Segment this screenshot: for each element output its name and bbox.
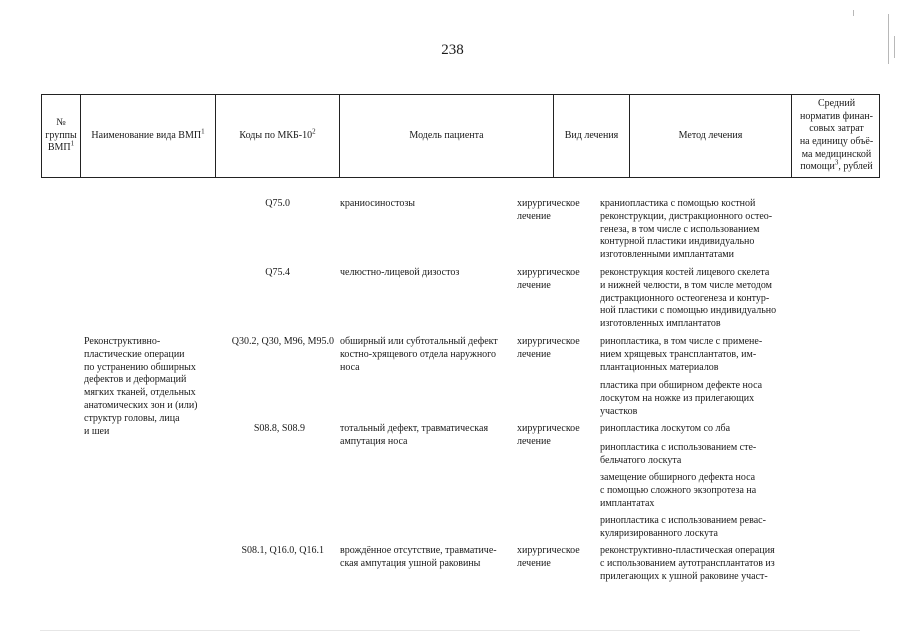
patient-model: тотальный дефект, травматическая ампутация носа <box>340 423 489 447</box>
scan-speck <box>894 36 895 58</box>
header-vmp-name-text: Наименование вида ВМП <box>91 129 202 141</box>
footnote-ref: 3 <box>834 159 839 168</box>
scan-speck <box>853 10 854 16</box>
treatment-type: хирургическое лечение <box>517 545 580 569</box>
treatment-type: хирургическое лечение <box>517 198 580 222</box>
treatment-method: реконструкция костей лицевого скелета и нижней челюсти, в том числе методом дистракционного остеогенеза и контур- ной пластики с помощью индивидуально изготовленных имплантатов <box>600 267 777 330</box>
header-treatment-type <box>554 95 630 177</box>
treatment-type: хирургическое лечение <box>517 336 580 360</box>
footnote-ref: 1 <box>201 127 205 136</box>
header-cost-standard-unit: , рублей <box>838 161 873 173</box>
header-patient-model-text: Модель пациента <box>409 129 484 141</box>
treatment-method: ринопластика с использованием ревас- куляризированного лоскута <box>600 515 766 539</box>
table-header <box>41 94 880 178</box>
header-icd-codes-text: Коды по МКБ-10 <box>239 129 313 141</box>
patient-model: челюстно-лицевой дизостоз <box>340 267 460 278</box>
header-icd-codes <box>216 95 340 177</box>
treatment-type: хирургическое лечение <box>517 423 580 447</box>
header-cost-standard <box>792 95 881 177</box>
vmp-group-name: Реконструктивно- пластические операции по устранению обширных дефектов и деформаций мягких тканей, отдельных анатомических зон и (или) структур головы, лица и шеи <box>84 336 198 437</box>
scan-speck <box>888 14 889 64</box>
patient-model: краниосиностозы <box>340 198 415 209</box>
header-treatment-type-text: Вид лечения <box>564 129 619 141</box>
treatment-method: краниопластика с помощью костной реконструкции, дистракционного остео- генеза, в том числе с использованием контурной пластики индивидуально изготовленными имплантатами <box>600 198 773 261</box>
footnote-ref: 1 <box>70 139 75 148</box>
header-treatment-method-text: Метод лечения <box>678 129 743 141</box>
icd-code: Q75.4 <box>265 267 290 278</box>
header-patient-model <box>340 95 554 177</box>
icd-code: Q30.2, Q30, M96, M95.0 <box>231 336 334 347</box>
header-cost-standard-text: Средний норматив финан- совых затрат на единицу объё- ма медицинской помощи <box>799 97 874 173</box>
header-vmp-name <box>81 95 216 177</box>
scan-speck <box>40 630 860 631</box>
patient-model: обширный или субтотальный дефект костно-хрящевого отдела наружного носа <box>340 336 498 373</box>
treatment-method: пластика при обширном дефекте носа лоскутом на ножке из прилегающих участков <box>600 380 763 417</box>
icd-code: Q75.0 <box>265 198 290 209</box>
icd-code: S08.1, Q16.0, Q16.1 <box>241 545 324 556</box>
header-group-number <box>42 95 81 177</box>
page-number: 238 <box>441 42 464 58</box>
header-treatment-method <box>630 95 792 177</box>
header-group-number-text: № группы ВМП <box>45 117 77 154</box>
treatment-method: ринопластика с использованием сте- бельчатого лоскута <box>600 442 757 466</box>
treatment-method: ринопластика лоскутом со лба <box>600 423 731 434</box>
treatment-method: ринопластика, в том числе с примене- нием хрящевых трансплантатов, им- плантационных материалов <box>600 336 763 373</box>
footnote-ref: 2 <box>312 127 316 136</box>
treatment-method: реконструктивно-пластическая операция с использованием аутотрансплантатов из прилегающих к ушной раковине участ- <box>600 545 775 582</box>
treatment-type: хирургическое лечение <box>517 267 580 291</box>
patient-model: врождённое отсутствие, травматиче- ская ампутация ушной раковины <box>340 545 497 569</box>
icd-code: S08.8, S08.9 <box>253 423 305 434</box>
treatment-method: замещение обширного дефекта носа с помощью сложного экзопротеза на имплантатах <box>600 472 757 509</box>
